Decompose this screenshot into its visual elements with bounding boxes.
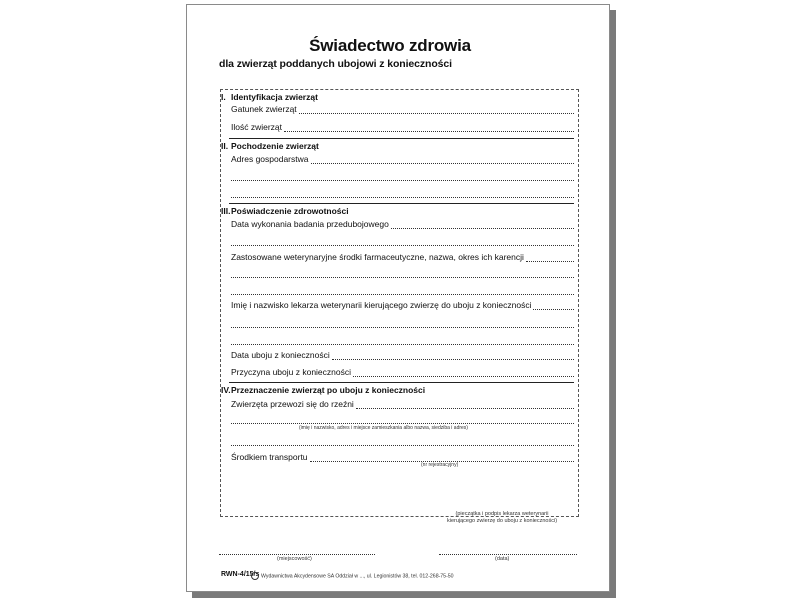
section-separator (229, 382, 574, 383)
date-line[interactable] (439, 553, 577, 555)
place-line[interactable] (219, 553, 375, 555)
field-srodki[interactable]: Zastosowane weterynaryjne środki farmaceutyczne, nazwa, okres ich karencji (231, 252, 574, 262)
section-separator (229, 138, 574, 139)
section-4-heading: IV.Przeznaczenie zwierząt po uboju z konieczności (221, 385, 426, 395)
section-2-heading: II. Pochodzenie zwierząt (221, 141, 319, 151)
form-code: RWN-4/15/s (221, 571, 260, 578)
transport-caption: (nr rejestracyjny) (421, 462, 459, 468)
field-przewozi[interactable]: Zwierzęta przewozi się do rzeźni (231, 399, 574, 409)
section-1-heading: I. Identyfikacja zwierząt (221, 92, 318, 102)
field-ilosc[interactable]: Ilość zwierząt (231, 122, 574, 132)
field-gatunek[interactable]: Gatunek zwierząt (231, 104, 574, 114)
blank-line[interactable] (231, 343, 574, 345)
publisher-info: Wydawnictwa Akcydensowe SA Oddział w ..., ul. Legionistów 38, tel. 012-268-75-50 (251, 572, 454, 580)
certificate-page (186, 4, 610, 592)
field-lekarz[interactable]: Imię i nazwisko lekarza weterynarii kierującego zwierzę do uboju z konieczności (231, 300, 574, 310)
publisher-logo-icon (251, 572, 259, 580)
document-title: Świadectwo zdrowia (309, 36, 471, 55)
blank-line[interactable] (231, 196, 574, 198)
blank-line[interactable] (231, 244, 574, 246)
blank-line[interactable] (231, 179, 574, 181)
field-transport[interactable]: Środkiem transportu (231, 452, 574, 462)
field-data-uboju[interactable]: Data uboju z konieczności (231, 350, 574, 360)
document-subtitle: dla zwierząt poddanych ubojowi z konieczności (219, 58, 452, 70)
section-3-heading: III.Poświadczenie zdrowotności (221, 206, 349, 216)
blank-line[interactable] (231, 276, 574, 278)
field-data-badania[interactable]: Data wykonania badania przedubojowego (231, 219, 574, 229)
blank-line[interactable] (231, 422, 574, 424)
place-caption: (miejscowość) (277, 556, 312, 562)
przewozi-caption: (imię i nazwisko, adres i miejsce zamieszkania albo nazwa, siedziba i adres) (299, 425, 468, 431)
blank-line[interactable] (231, 293, 574, 295)
date-caption: (data) (495, 556, 510, 562)
field-adres[interactable]: Adres gospodarstwa (231, 154, 574, 164)
section-separator (229, 203, 574, 204)
signature-caption: (pieczątka i podpis lekarza weterynarii kierującego zwierzę do uboju z konieczności) (446, 511, 558, 524)
blank-line[interactable] (231, 444, 574, 446)
form-frame (220, 89, 579, 517)
blank-line[interactable] (231, 326, 574, 328)
field-przyczyna[interactable]: Przyczyna uboju z konieczności (231, 367, 574, 377)
